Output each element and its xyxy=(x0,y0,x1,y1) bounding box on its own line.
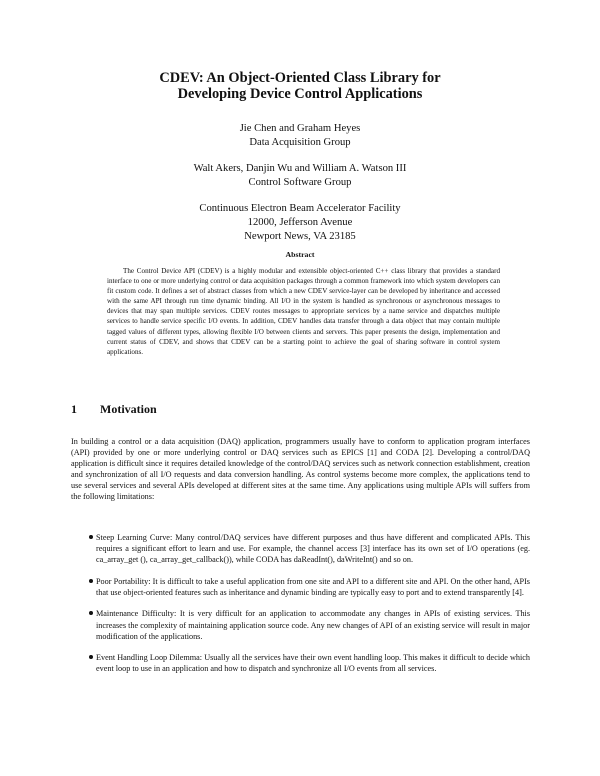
section-title: Motivation xyxy=(100,402,157,416)
bullet-icon xyxy=(89,655,93,659)
list-item-text: Steep Learning Curve: Many control/DAQ services have different purposes and thus have different and complicated APIs. This requires a significant effort to learn and use. For example, the channel access [3] interface has its own set of I/O operations (eg. ca_array_get (), ca_array_get_callback()), while CODA has daReadInt(), daWriteInt() and so on. xyxy=(96,533,530,565)
body-paragraph: In building a control or a data acquisition (DAQ) application, programmers usually have to conform to application program interfaces (API) provided by one or more underlying control or DAQ services such as EPICS [1] and CODA [2]. Developing a control/DAQ application is difficult since it requires detailed knowledge of the control/DAQ services such as network connection establishment, creation and synchronization of all I/O requests and data conversion handling. As control systems become more complex, the applications tend to use several services and several APIs developed at different sites at the same time. Any applications using multiple APIs will suffers from the following limitations: xyxy=(71,437,530,502)
paper-title xyxy=(0,70,600,102)
list-item xyxy=(71,532,530,565)
bullet-icon xyxy=(89,535,93,539)
author-block xyxy=(0,122,600,244)
section-heading xyxy=(71,402,531,417)
list-item xyxy=(71,652,530,674)
author-names: Walt Akers, Danjin Wu and William A. Watson III xyxy=(193,163,407,174)
abstract-heading: Abstract xyxy=(285,250,315,259)
bullet-icon xyxy=(89,579,93,583)
list-item-text: Event Handling Loop Dilemma: Usually all the services have their own event handling loop. This makes it difficult to decide which event loop to use in an application and how to dispatch and synchronize all I/O events from all services. xyxy=(96,653,530,674)
list-item xyxy=(71,608,530,641)
author-group xyxy=(0,162,600,190)
list-item-text: Maintenance Difficulty: It is very difficult for an application to accommodate any changes in APIs of existing services. This increases the complexity of maintaining application source code. Any new changes of API of an existing service will result in major modification of the applications. xyxy=(96,609,530,641)
author-affiliation: Control Software Group xyxy=(248,177,352,188)
author-affiliation: Data Acquisition Group xyxy=(249,137,351,148)
list-item xyxy=(71,576,530,598)
abstract-text: The Control Device API (CDEV) is a highly modular and extensible object-oriented C++ class library that provides a standard interface to one or more underlying control or data acquisition packages through a common framework into which system developers can fit custom code. It defines a set of abstract classes from which a new CDEV service-layer can be developed by inheritance and accessed with the same API through run time dynamic binding. All I/O in the system is handled as synchronous or asynchronous messages to devices that may span multiple services. CDEV routes messages to appropriate services by a name service and dispatches multiple services to handle service specific I/O events. In addition, CDEV handles data transfer through a data object that may contain multiple tagged values of different types, allowing flexible I/O between clients and servers. This paper presents the design, implementation and current status of CDEV, and shows that CDEV can be a starting point to achieve the goal of sharing software in control system applications. xyxy=(107,267,500,356)
title-line-1: CDEV: An Object-Oriented Class Library for xyxy=(159,70,441,86)
author-group xyxy=(0,122,600,150)
institution-name: Continuous Electron Beam Accelerator Facility xyxy=(199,203,401,214)
section-number: 1 xyxy=(71,402,77,416)
limitations-list xyxy=(71,532,530,685)
list-item-text: Poor Portability: It is difficult to take a useful application from one site and API to a different site and API. On the other hand, APIs that use object-oriented features such as inheritance and dynamic binding are typically easy to port and to extend transparently [4]. xyxy=(96,576,530,597)
address-line-2: Newport News, VA 23185 xyxy=(244,231,356,242)
bullet-icon xyxy=(89,611,93,615)
title-line-2: Developing Device Control Applications xyxy=(177,86,423,102)
institution-block xyxy=(0,202,600,244)
address-line-1: 12000, Jefferson Avenue xyxy=(247,217,353,228)
author-names: Jie Chen and Graham Heyes xyxy=(239,123,361,134)
